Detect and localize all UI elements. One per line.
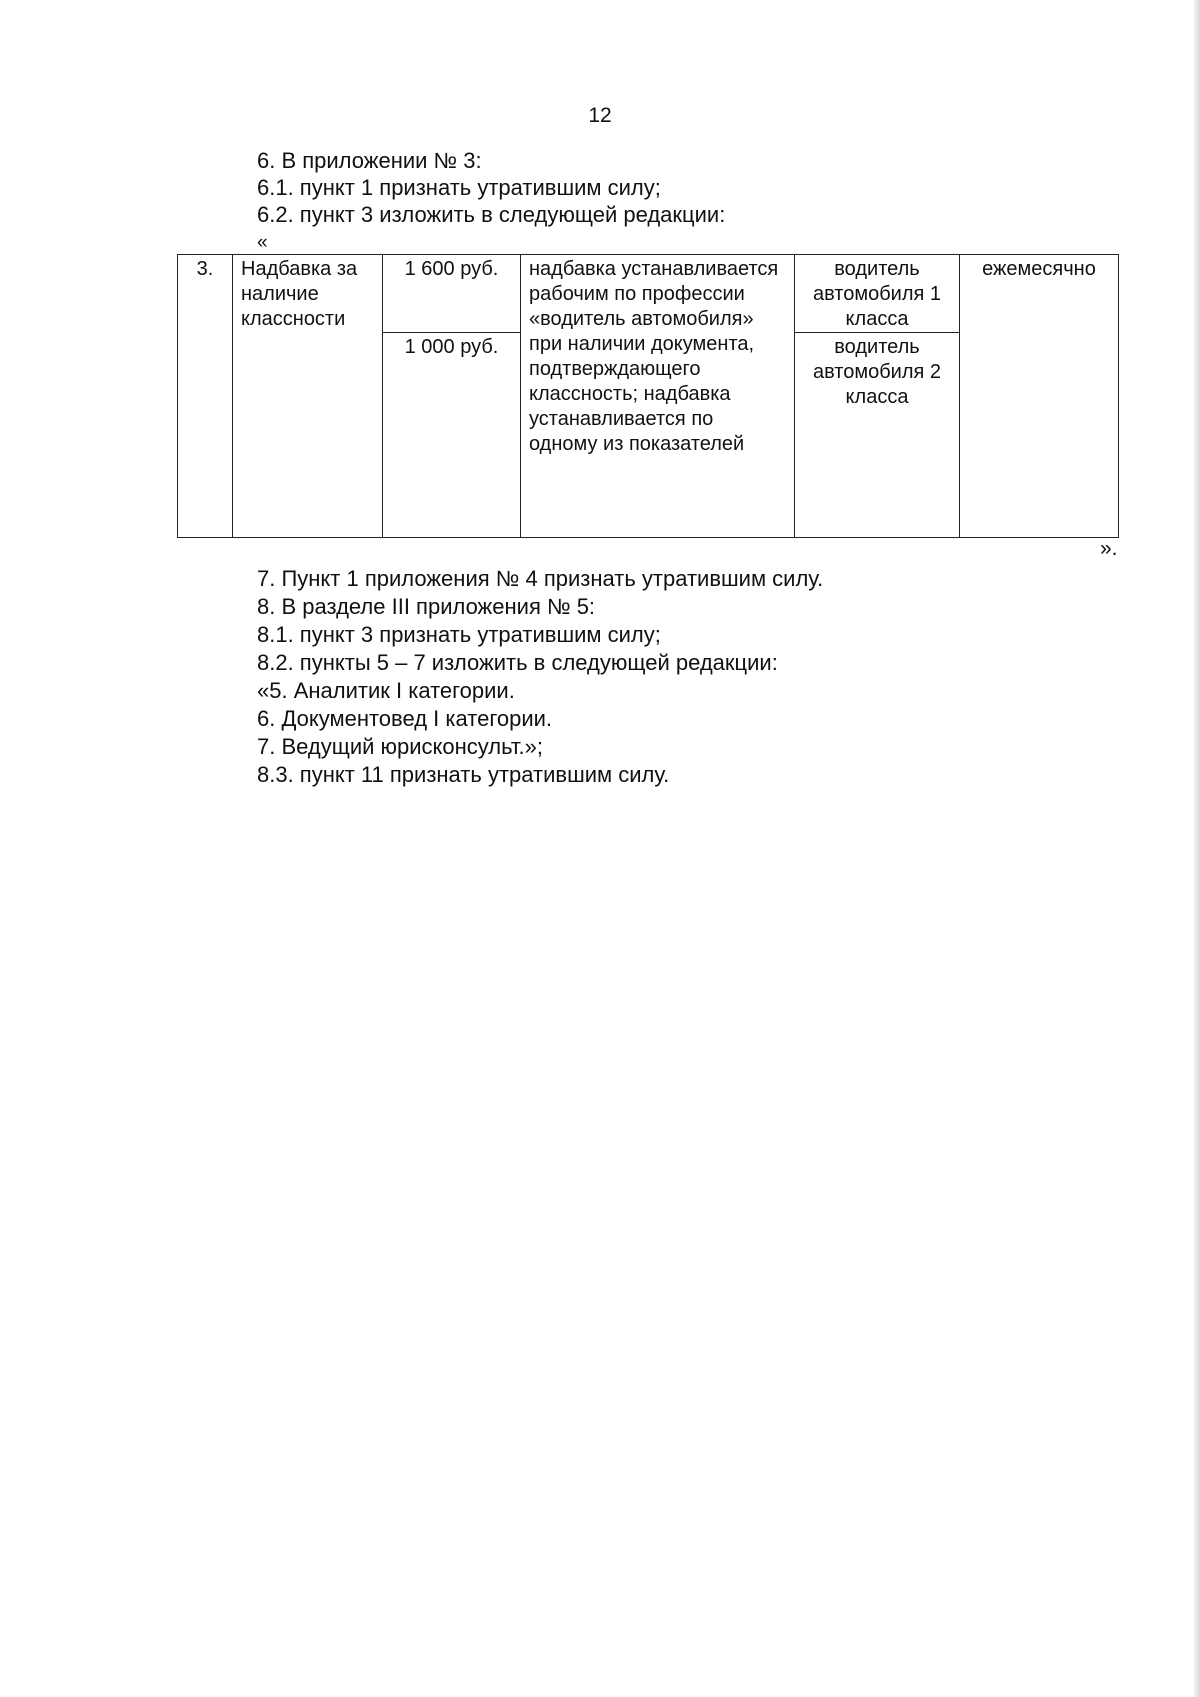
page-number: 12 — [588, 104, 612, 127]
body-line-item-7: 7. Ведущий юрисконсульт.»; — [257, 734, 543, 759]
cell-description: надбавка устанавливается рабочим по профессии «водитель автомобиля» при наличии документа, подтверждающего классность; надбавка устанавливается по одному из показателей — [521, 255, 795, 538]
cell-amount-2: 1 000 руб. — [383, 333, 521, 538]
table-row — [178, 255, 1119, 333]
intro-line-section-6: 6. В приложении № 3: — [257, 148, 482, 173]
cell-driver-class-2: водитель автомобиля 2 класса — [795, 333, 960, 538]
intro-line-6-1: 6.1. пункт 1 признать утратившим силу; — [257, 175, 661, 200]
closing-quote: ». — [1100, 537, 1118, 560]
body-line-8: 8. В разделе III приложения № 5: — [257, 594, 596, 619]
cell-period: ежемесячно — [960, 255, 1119, 538]
body-line-8-3: 8.3. пункт 11 признать утратившим силу. — [257, 762, 670, 787]
page-edge — [1194, 0, 1200, 1697]
body-line-item-6: 6. Документовед I категории. — [257, 706, 553, 731]
intro-line-6-2: 6.2. пункт 3 изложить в следующей редакции: — [257, 202, 726, 227]
cell-amount-1: 1 600 руб. — [383, 255, 521, 333]
body-line-7: 7. Пункт 1 приложения № 4 признать утратившим силу. — [257, 566, 824, 591]
body-line-8-2: 8.2. пункты 5 – 7 изложить в следующей редакции: — [257, 650, 778, 675]
opening-quote: « — [257, 232, 268, 253]
allowance-table — [177, 254, 1119, 538]
body-line-8-1: 8.1. пункт 3 признать утратившим силу; — [257, 622, 661, 647]
cell-number: 3. — [178, 255, 233, 538]
cell-allowance-name: Надбавка за наличие классности — [233, 255, 383, 538]
cell-driver-class-1: водитель автомобиля 1 класса — [795, 255, 960, 333]
body-line-item-5: «5. Аналитик I категории. — [257, 678, 515, 703]
